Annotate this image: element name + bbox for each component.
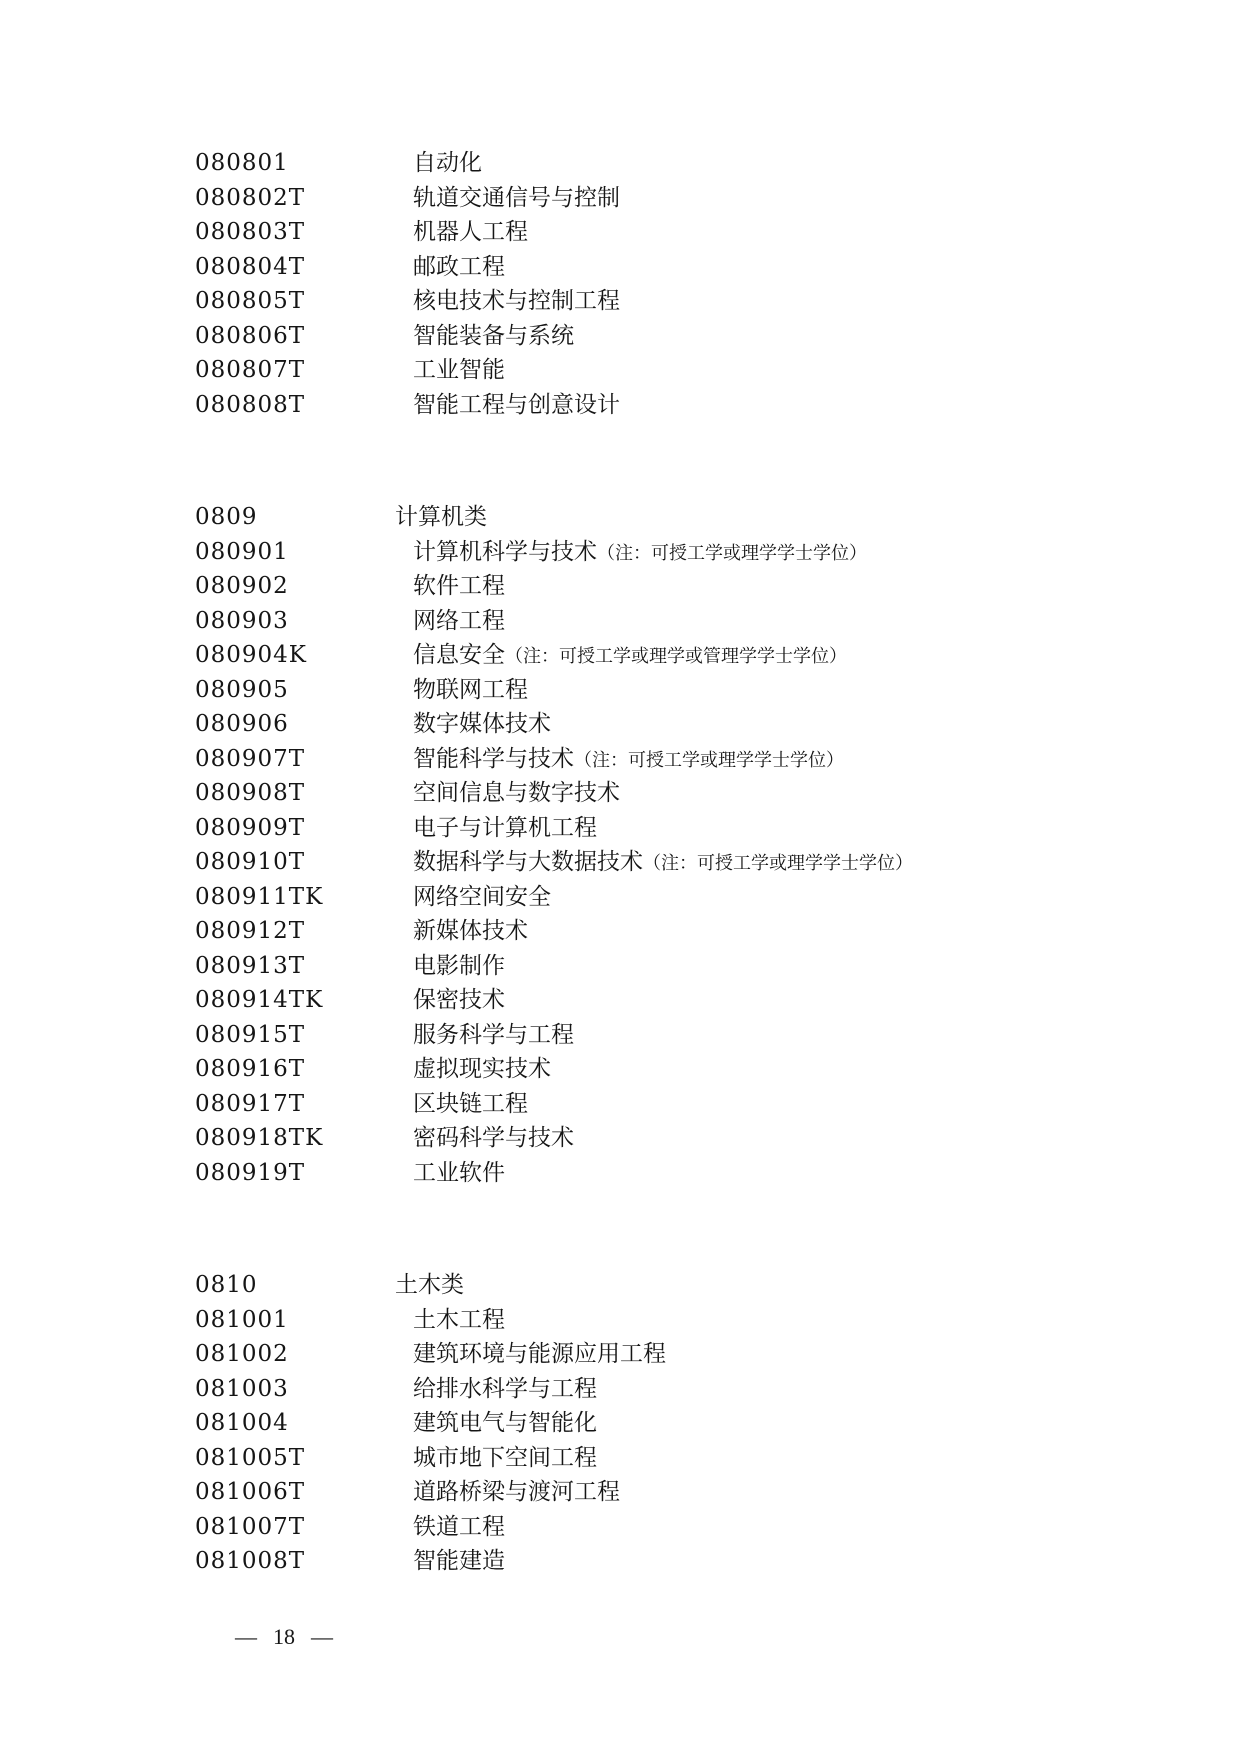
major-name-text: 铁道工程 [413,1513,505,1539]
catalog-section [195,500,1201,1190]
major-row [195,353,1201,388]
major-code: 080907T [195,745,306,772]
major-name [413,1372,597,1407]
major-row [195,181,1201,216]
major-name [413,284,620,319]
major-name [413,776,620,811]
major-name [413,811,597,846]
major-code: 080805T [195,288,306,314]
major-code: 081002 [195,1341,289,1367]
major-row [195,215,1201,250]
major-code: 080801 [195,150,289,176]
major-name [413,1303,505,1338]
major-code: 080912T [195,918,306,944]
major-name [413,949,505,984]
major-row [195,1303,1201,1338]
major-code: 081008T [195,1548,306,1574]
major-note: （注：可授工学或理学学士学位） [574,749,844,770]
major-code: 081003 [195,1375,289,1402]
major-name [413,1544,505,1579]
major-row [195,604,1201,639]
major-code: 080803T [195,219,306,245]
major-code: 080806T [195,322,306,349]
major-code: 081004 [195,1410,289,1436]
major-name [413,742,844,778]
major-name-text: 新媒体技术 [413,918,528,943]
major-row [195,284,1201,319]
major-name [413,535,867,571]
major-name [413,914,528,949]
major-name [413,880,551,915]
major-row [195,250,1201,285]
major-name [413,146,482,181]
major-name-text: 软件工程 [413,573,505,598]
major-name [413,604,505,639]
major-code: 080910T [195,849,306,875]
major-row [195,673,1201,708]
major-row [195,811,1201,846]
major-name-text: 道路桥梁与渡河工程 [413,1479,620,1504]
major-code: 080913T [195,952,306,979]
major-name [413,1441,597,1476]
major-code: 080917T [195,1090,306,1117]
major-code: 080807T [195,357,306,383]
major-row [195,1121,1201,1156]
major-name-text: 密码科学与技术 [413,1125,574,1150]
major-name-text: 智能科学与技术 [413,745,574,771]
major-code: 081007T [195,1513,306,1540]
section-heading-row [195,500,1201,535]
major-name-text: 数字媒体技术 [413,711,551,736]
major-code: 080906 [195,711,289,737]
major-row [195,707,1201,742]
major-code: 080903 [195,607,289,634]
major-name [413,1510,505,1545]
major-name [413,353,505,388]
major-code: 080901 [195,538,289,565]
major-name-text: 智能工程与创意设计 [413,391,620,417]
major-note: （注：可授工学或理学学士学位） [597,542,867,563]
major-name [413,673,528,708]
major-name-text: 电子与计算机工程 [413,814,597,840]
major-row [195,949,1201,984]
section-name: 计算机类 [395,504,487,529]
major-name-text: 轨道交通信号与控制 [413,184,620,210]
footer-right-dash: — [311,1624,333,1649]
page-number: 18 [273,1624,295,1649]
major-row [195,319,1201,354]
major-name-text: 邮政工程 [413,253,505,279]
major-code: 080909T [195,814,306,841]
major-name-text: 工业软件 [413,1159,505,1185]
major-code: 080918TK [195,1125,324,1151]
major-row [195,1406,1201,1441]
major-name [413,1406,597,1441]
major-name-text: 网络空间安全 [413,883,551,909]
major-code: 080802T [195,184,306,211]
major-row [195,1510,1201,1545]
major-row [195,1087,1201,1122]
major-name-text: 给排水科学与工程 [413,1375,597,1401]
major-name-text: 信息安全 [413,642,505,667]
major-name-text: 保密技术 [413,987,505,1012]
major-name-text: 网络工程 [413,607,505,633]
major-row [195,983,1201,1018]
major-row [195,1372,1201,1407]
major-code: 080911TK [195,883,324,910]
major-name-text: 电影制作 [413,952,505,978]
major-name [413,1475,620,1510]
major-name [413,1018,574,1053]
major-name-text: 建筑环境与能源应用工程 [413,1341,666,1366]
major-name [413,319,574,354]
major-name [413,250,505,285]
major-row [195,742,1201,777]
major-name-text: 计算机科学与技术 [413,538,597,564]
footer-left-dash: — [235,1624,257,1649]
major-code: 080905 [195,676,289,703]
major-name [413,181,620,216]
major-code: 080916T [195,1056,306,1082]
major-code: 080804T [195,253,306,280]
major-name-text: 智能装备与系统 [413,322,574,348]
major-row [195,1441,1201,1476]
major-name-text: 机器人工程 [413,219,528,244]
major-code: 081001 [195,1306,289,1333]
major-row [195,914,1201,949]
major-code: 080919T [195,1159,306,1186]
major-code: 080902 [195,573,289,599]
major-row [195,880,1201,915]
major-note: （注：可授工学或理学学士学位） [643,853,913,873]
major-name-text: 自动化 [413,150,482,175]
major-row [195,388,1201,423]
major-name [413,569,505,604]
major-row [195,1018,1201,1053]
major-row [195,638,1201,673]
major-name [413,215,528,250]
major-code: 081006T [195,1479,306,1505]
major-name-text: 城市地下空间工程 [413,1444,597,1470]
major-code: 080904K [195,642,307,668]
major-name [413,1052,551,1087]
major-name-text: 工业智能 [413,357,505,382]
major-name-text: 土木工程 [413,1306,505,1332]
catalog-section [195,1268,1201,1579]
major-name-text: 虚拟现实技术 [413,1056,551,1081]
major-name [413,638,847,674]
section-code: 0810 [195,1272,258,1298]
major-row [195,569,1201,604]
major-name [413,845,913,881]
major-row [195,1475,1201,1510]
major-row [195,1052,1201,1087]
major-code: 081005T [195,1444,306,1471]
major-name [413,1337,666,1372]
major-name [413,707,551,742]
major-row [195,535,1201,570]
major-code: 080915T [195,1021,306,1048]
major-name-text: 空间信息与数字技术 [413,780,620,805]
major-row [195,845,1201,880]
major-code: 080808T [195,391,306,418]
major-catalog-list [195,146,1201,1579]
section-code: 0809 [195,504,258,530]
major-row [195,1337,1201,1372]
major-name-text: 数据科学与大数据技术 [413,849,643,874]
section-name: 土木类 [395,1272,464,1297]
major-name [413,388,620,423]
major-row [195,1544,1201,1579]
major-name [413,983,505,1018]
major-name-text: 建筑电气与智能化 [413,1410,597,1435]
major-note: （注：可授工学或理学或管理学学士学位） [505,646,847,666]
major-row [195,146,1201,181]
major-name-text: 区块链工程 [413,1090,528,1116]
major-name [413,1156,505,1191]
major-name-text: 服务科学与工程 [413,1021,574,1047]
major-name-text: 核电技术与控制工程 [413,288,620,313]
page-footer [235,1622,333,1652]
major-name-text: 智能建造 [413,1548,505,1573]
major-name [413,1121,574,1156]
catalog-section [195,146,1201,422]
section-heading-row [195,1268,1201,1303]
major-row [195,1156,1201,1191]
major-code: 080908T [195,780,306,806]
major-name [413,1087,528,1122]
major-name-text: 物联网工程 [413,676,528,702]
major-row [195,776,1201,811]
major-code: 080914TK [195,987,324,1013]
